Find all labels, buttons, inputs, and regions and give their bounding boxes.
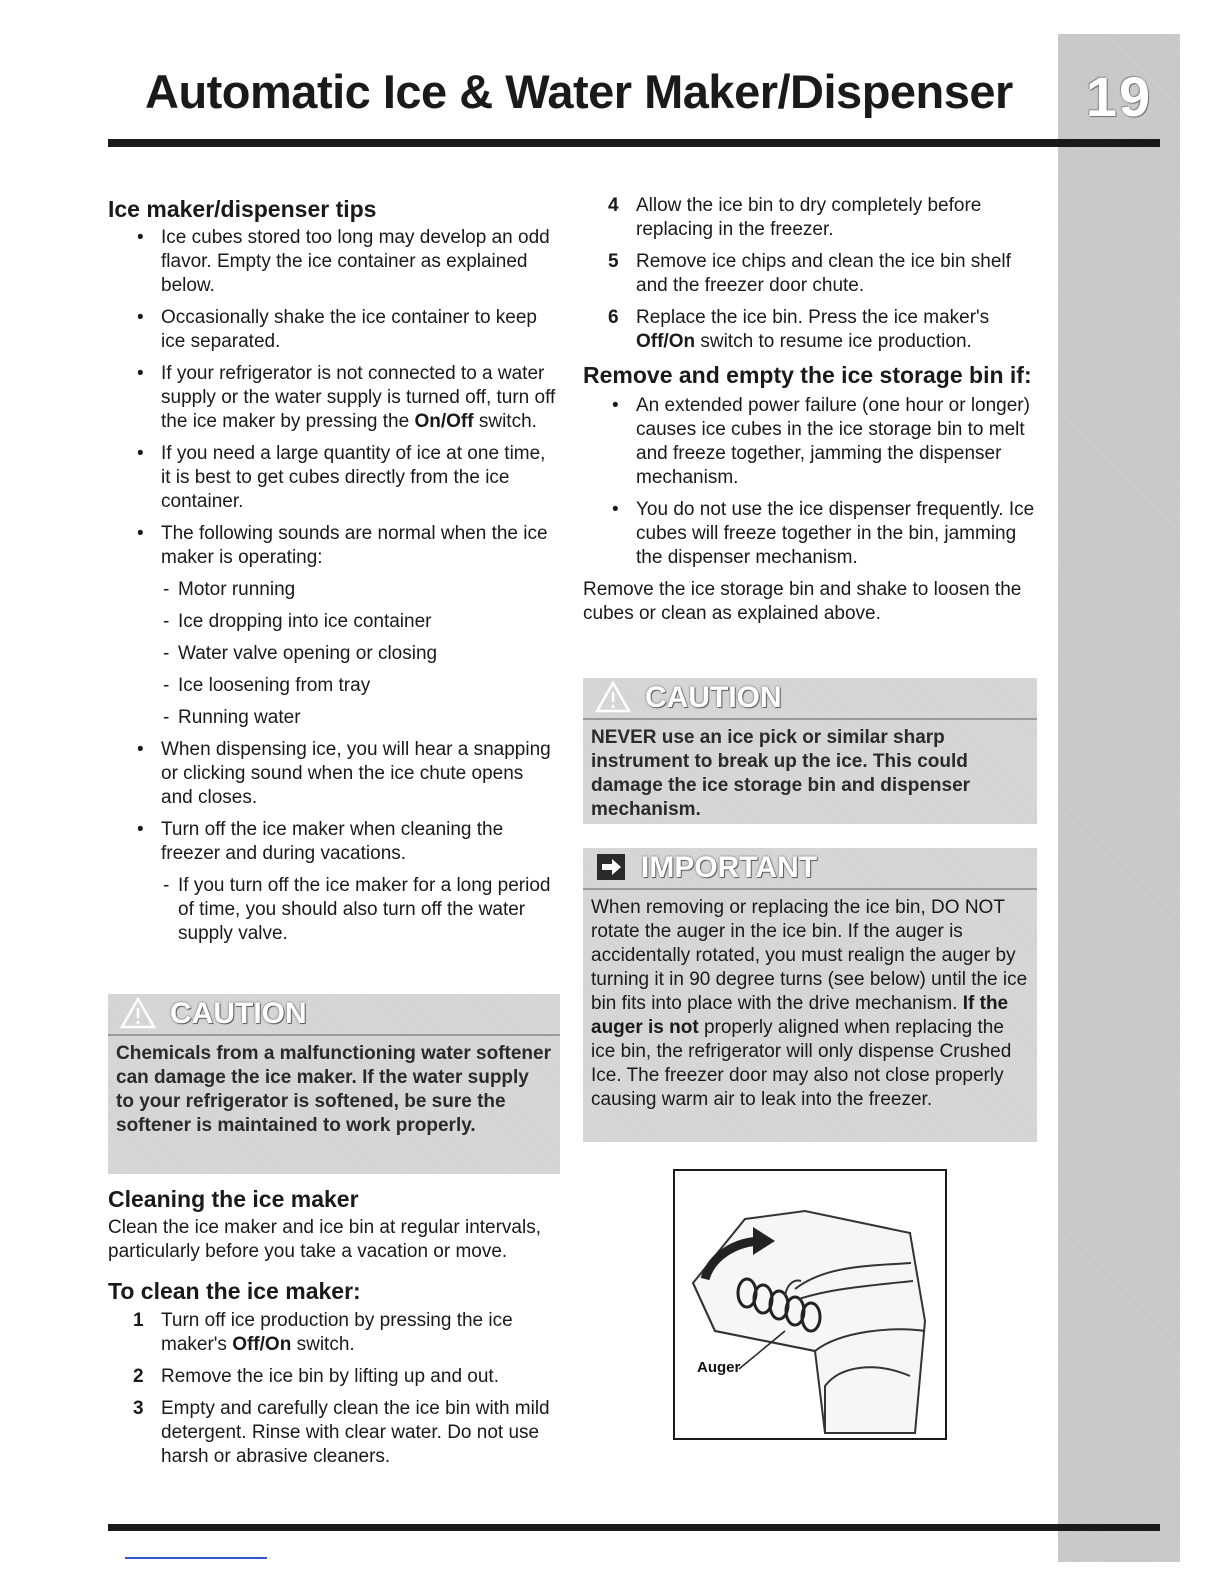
list-item: • Turn off the ice maker when cleaning the freezer and during vacations. - If you turn off the ice maker for a long period of time, you should also turn off the water supply valve. xyxy=(108,818,560,946)
caution-label: CAUTION xyxy=(170,997,307,1030)
list-item: • An extended power failure (one hour or longer) causes ice cubes in the ice storage bin to melt and freeze together, jamming the dispenser mechanism. xyxy=(583,394,1035,490)
sounds-list xyxy=(161,578,560,730)
sub-item: - Motor running xyxy=(161,578,560,602)
list-item: • The following sounds are normal when the ice maker is operating: - Motor running - Ice dropping into ice container - Water valve opening or closing - Ice loosening from tray - Running water xyxy=(108,522,560,730)
step-item: 5 Remove ice chips and clean the ice bin shelf and the freezer door chute. xyxy=(608,251,1011,296)
list-item: • When dispensing ice, you will hear a snapping or clicking sound when the ice chute opens and closes. xyxy=(108,738,560,810)
clean-steps-a xyxy=(108,1309,560,1469)
list-item: • You do not use the ice dispenser frequently. Ice cubes will freeze together in the bin, jamming the dispenser mechanism. xyxy=(583,498,1035,570)
caution-text: NEVER use an ice pick or similar sharp instrument to break up the ice. This could damage the ice storage bin and dispenser mechanism. xyxy=(591,727,971,820)
right-column xyxy=(583,194,1035,626)
footer-rule xyxy=(108,1524,1160,1531)
tips-list xyxy=(108,226,560,946)
step-item: 4 Allow the ice bin to dry completely before replacing in the freezer. xyxy=(608,195,982,240)
important-box xyxy=(583,848,1037,1142)
header-rule xyxy=(108,139,1160,147)
important-text: When removing or replacing the ice bin, DO NOT rotate the auger in the ice bin. If the auger is accidentally rotated, you must realign the auger by turning it in 90 degree turns (see below) until the ice bin fits into place with the drive mechanism. If the auger is not properly aligned when replacing the ice bin, the refrigerator will only dispense Crushed Ice. The freezer door may also not close properly causing warm air to leak into the freezer. xyxy=(591,897,1028,1110)
to-clean-heading: To clean the ice maker: xyxy=(108,1278,361,1304)
cleaning-text: Clean the ice maker and ice bin at regular intervals, particularly before you take a vacation or move. xyxy=(108,1217,542,1262)
vacation-sublist xyxy=(161,874,560,946)
remove-bin-heading: Remove and empty the ice storage bin if: xyxy=(583,362,1032,388)
step-item: 3 Empty and carefully clean the ice bin with mild detergent. Rinse with clear water. Do not use harsh or abrasive cleaners. xyxy=(133,1398,550,1467)
remove-bin-text: Remove the ice storage bin and shake to loosen the cubes or clean as explained above. xyxy=(583,579,1022,624)
step-item: 1 Turn off ice production by pressing the ice maker's Off/On switch. xyxy=(133,1310,513,1355)
footer-link-line xyxy=(125,1557,267,1559)
auger-label: Auger xyxy=(697,1359,741,1376)
cleaning-section xyxy=(108,1186,560,1477)
sub-item: - If you turn off the ice maker for a long period of time, you should also turn off the water supply valve. xyxy=(161,874,560,946)
warning-triangle-icon xyxy=(120,997,156,1032)
caution-box-left xyxy=(108,994,560,1174)
page-title: Automatic Ice & Water Maker/Dispenser xyxy=(145,65,1013,118)
clean-steps-b xyxy=(583,194,1035,354)
step-item: 6 Replace the ice bin. Press the ice maker's Off/On switch to resume ice production. xyxy=(608,307,990,352)
list-item: • If you need a large quantity of ice at one time, it is best to get cubes directly from the ice container. xyxy=(108,442,560,514)
caution-label: CAUTION xyxy=(645,681,782,714)
list-item: • If your refrigerator is not connected to a water supply or the water supply is turned off, turn off the ice maker by pressing the On/Off switch. xyxy=(108,362,560,434)
arrow-box-icon xyxy=(595,852,627,885)
left-column xyxy=(108,196,560,954)
step-item: 2 Remove the ice bin by lifting up and out. xyxy=(133,1366,499,1387)
warning-triangle-icon xyxy=(595,681,631,716)
caution-box-right xyxy=(583,678,1037,824)
sub-item: - Ice dropping into ice container xyxy=(161,610,560,634)
side-band xyxy=(1058,34,1180,1562)
list-item: • Ice cubes stored too long may develop an odd flavor. Empty the ice container as explained below. xyxy=(108,226,560,298)
auger-illustration xyxy=(673,1169,947,1440)
remove-bin-list xyxy=(583,394,1035,570)
tips-heading: Ice maker/dispenser tips xyxy=(108,196,377,222)
important-label: IMPORTANT xyxy=(641,851,818,884)
sub-item: - Running water xyxy=(161,706,560,730)
page-number: 19 xyxy=(1085,65,1153,128)
sub-item: - Water valve opening or closing xyxy=(161,642,560,666)
cleaning-heading: Cleaning the ice maker xyxy=(108,1186,359,1212)
sub-item: - Ice loosening from tray xyxy=(161,674,560,698)
list-item: • Occasionally shake the ice container to keep ice separated. xyxy=(108,306,560,354)
caution-text: Chemicals from a malfunctioning water softener can damage the ice maker. If the water supply to your refrigerator is softened, be sure the softener is maintained to work properly. xyxy=(116,1043,551,1136)
